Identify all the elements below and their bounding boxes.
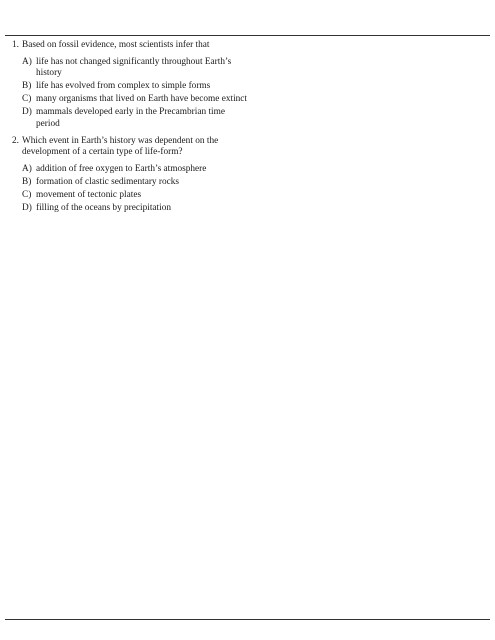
top-rule <box>5 35 490 36</box>
question-text: Based on fossil evidence, most scientists infer that <box>22 40 210 50</box>
choice-text: formation of clastic sedimentary rocks <box>36 176 180 187</box>
choice-letter: B) <box>22 176 32 187</box>
answer-choice-d <box>22 203 252 215</box>
choice-letter: D) <box>22 107 32 118</box>
choice-text: many organisms that lived on Earth have become extinct <box>36 94 248 105</box>
answer-choice-a <box>22 57 252 80</box>
question-number: 2. <box>12 135 19 146</box>
answer-choices <box>12 164 252 215</box>
question-2 <box>12 136 252 215</box>
answer-choice-c <box>22 190 252 202</box>
answer-choice-d <box>22 107 252 130</box>
choice-text: life has evolved from complex to simple forms <box>36 81 211 92</box>
choice-text: movement of tectonic plates <box>36 190 142 201</box>
choice-text: mammals developed early in the Precambrian time period <box>36 107 225 130</box>
choice-text: addition of free oxygen to Earth’s atmosphere <box>36 163 207 174</box>
question-1 <box>12 40 252 131</box>
answer-choices <box>12 57 252 131</box>
question-number: 1. <box>12 40 19 50</box>
bottom-rule <box>5 619 490 620</box>
choice-letter: B) <box>22 81 32 92</box>
question-stem <box>12 136 252 159</box>
choice-letter: A) <box>22 163 32 174</box>
question-text: Which event in Earth’s history was dependent on the development of a certain type of life-form? <box>22 135 219 158</box>
choice-letter: D) <box>22 203 32 214</box>
choice-text: life has not changed significantly throughout Earth’s history <box>36 56 232 79</box>
answer-choice-a <box>22 164 252 176</box>
question-list <box>12 40 252 220</box>
question-stem <box>12 40 252 52</box>
choice-letter: C) <box>22 94 32 105</box>
answer-choice-b <box>22 81 252 93</box>
choice-letter: A) <box>22 56 32 67</box>
answer-choice-b <box>22 177 252 189</box>
choice-letter: C) <box>22 190 32 201</box>
choice-text: filling of the oceans by precipitation <box>36 203 172 214</box>
answer-choice-c <box>22 94 252 106</box>
